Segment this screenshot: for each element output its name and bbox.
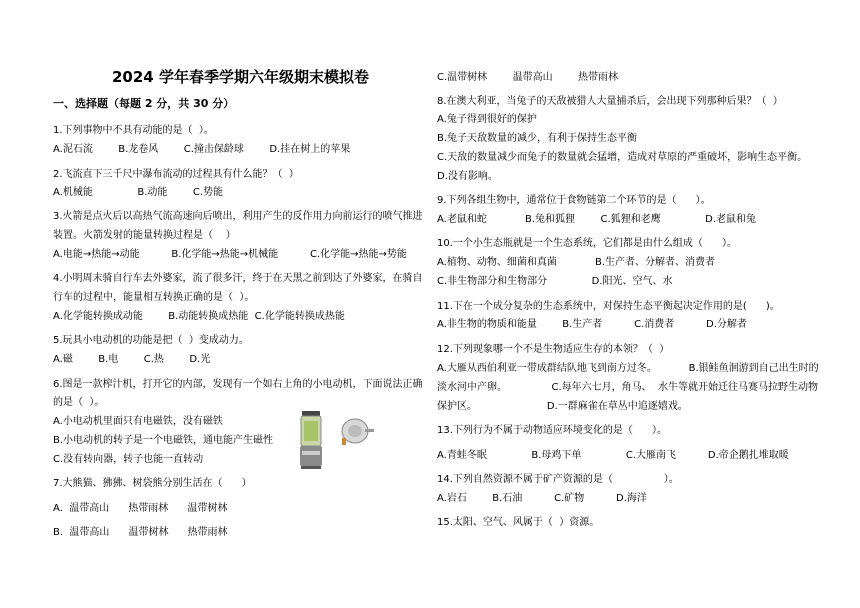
question-4-options: A.化学能转换成动能 B.动能转换成热能 C.化学能转换成热能 (53, 311, 345, 322)
section-heading: 一、选择题（每题 2 分，共 30 分） (53, 97, 235, 110)
question-7: 7.大熊猫、狒狒、树袋熊分别生活在（ ） (53, 478, 252, 489)
question-8-option-a: A.兔子得到很好的保护 (437, 114, 537, 125)
question-6: 6.图是一款榨汁机，打开它的内部，发现有一个如右上角的小电动机，下面说法正确 (53, 379, 423, 390)
question-3-line2: 装置。火箭发射的能量转换过程是（ ） (53, 230, 236, 241)
question-6-option-a: A.小电动机里面只有电磁铁，没有磁铁 (53, 416, 223, 427)
page-title: 2024 学年春季学期六年级期末模拟卷 (112, 68, 369, 86)
question-11: 11.下在一个成分复杂的生态系统中，对保持生态平衡起决定作用的是( )。 (437, 301, 780, 312)
question-5-options: A.磁 B.电 C.热 D.光 (53, 354, 211, 365)
question-3-options: A.电能→热能→动能 B.化学能→热能→机械能 C.化学能→热能→势能 (53, 249, 407, 260)
question-14-options: A.岩石 B.石油 C.矿物 D.海洋 (437, 493, 647, 504)
question-11-options: A.非生物的物质和能量 B.生产者 C.消费者 D.分解者 (437, 319, 747, 330)
question-9-options: A.老鼠和蛇 B.兔和狐狸 C.狐狸和老鹰 D.老鼠和兔 (437, 214, 756, 225)
question-1-options: A.泥石流 B.龙卷风 C.撞击保龄球 D.挂在树上的苹果 (53, 144, 351, 155)
juicer-image (296, 411, 326, 469)
question-3: 3.火箭是点火后以高热气流高速向后喷出，利用产生的反作用力向前运行的喷气推进 (53, 211, 423, 222)
question-15: 15.太阳、空气、风属于（ ）资源。 (437, 517, 600, 528)
question-10-options-1: A.植物、动物、细菌和真菌 B.生产者、分解者、消费者 (437, 257, 716, 268)
question-10: 10.一个小生态瓶就是一个生态系统，它们都是由什么组成（ ）。 (437, 238, 737, 249)
question-6-option-c: C.没有转向器，转子也能一直转动 (53, 454, 204, 465)
question-8: 8.在澳大利亚，当兔子的天敌被猎人大量捕杀后，会出现下列那种后果？（ ） (437, 96, 783, 107)
question-10-options-2: C.非生物部分和生物部分 D.阳光、空气、水 (437, 276, 673, 287)
question-12-line2: 淡水河中产卵。 C.每年六七月，角马、 水牛等就开始迁往马赛马拉野生动物 (437, 382, 819, 393)
question-9: 9.下列各组生物中，通常位于食物链第二个环节的是（ ）。 (437, 195, 711, 206)
question-6-line2: 的是（ ）。 (53, 397, 105, 408)
question-14: 14.下列自然资源不属于矿产资源的是（ ）。 (437, 474, 679, 485)
question-7-option-a: A. 温带高山 热带雨林 温带树林 (53, 503, 228, 514)
small-motor-image (339, 414, 375, 448)
question-2-options: A.机械能 B.动能 C.势能 (53, 187, 223, 198)
question-4-line2: 行车的过程中，能量相互转换正确的是（ ）。 (53, 292, 255, 303)
question-13-options: A.青蛙冬眠 B.母鸡下单 C.大雁南飞 D.帝企鹅扎堆取暖 (437, 450, 789, 461)
question-6-option-b: B.小电动机的转子是一个电磁铁，通电能产生磁性 (53, 435, 274, 446)
question-13: 13.下列行为不属于动物适应环境变化的是（ ）。 (437, 425, 667, 436)
question-7-option-b: B. 温带高山 温带树林 热带雨林 (53, 527, 228, 538)
question-8-option-b: B.兔子天敌数量的减少，有利于保持生态平衡 (437, 133, 638, 144)
question-12-line1: A.大雁从西伯利亚一带成群结队地飞到南方过冬。 B.银鲑鱼洄游到自己出生时的 (437, 363, 819, 374)
question-8-option-c: C.天敌的数量减少而兔子的数量就会猛增，造成对草原的严重破坏，影响生态平衡。 (437, 152, 808, 163)
question-1: 1.下列事物中不具有动能的是（ ）。 (53, 125, 214, 136)
question-12-line3: 保护区。 D.一群麻雀在草丛中追逐嬉戏。 (437, 401, 688, 412)
question-8-option-d: D.没有影响。 (437, 171, 498, 182)
question-4: 4.小明周末骑自行车去外婆家，流了很多汗，终于在天黑之前到达了外婆家，在骑自 (53, 273, 423, 284)
question-2: 2.飞流直下三千尺中瀑布流动的过程具有什么能？（ ） (53, 169, 299, 180)
question-7-option-c: C.温带树林 温带高山 热带雨林 (437, 72, 619, 83)
question-5: 5.玩具小电动机的功能是把（ ）变成动力。 (53, 335, 249, 346)
question-12: 12.下列现象哪一个不是生物适应生存的本领？（ ） (437, 344, 670, 355)
